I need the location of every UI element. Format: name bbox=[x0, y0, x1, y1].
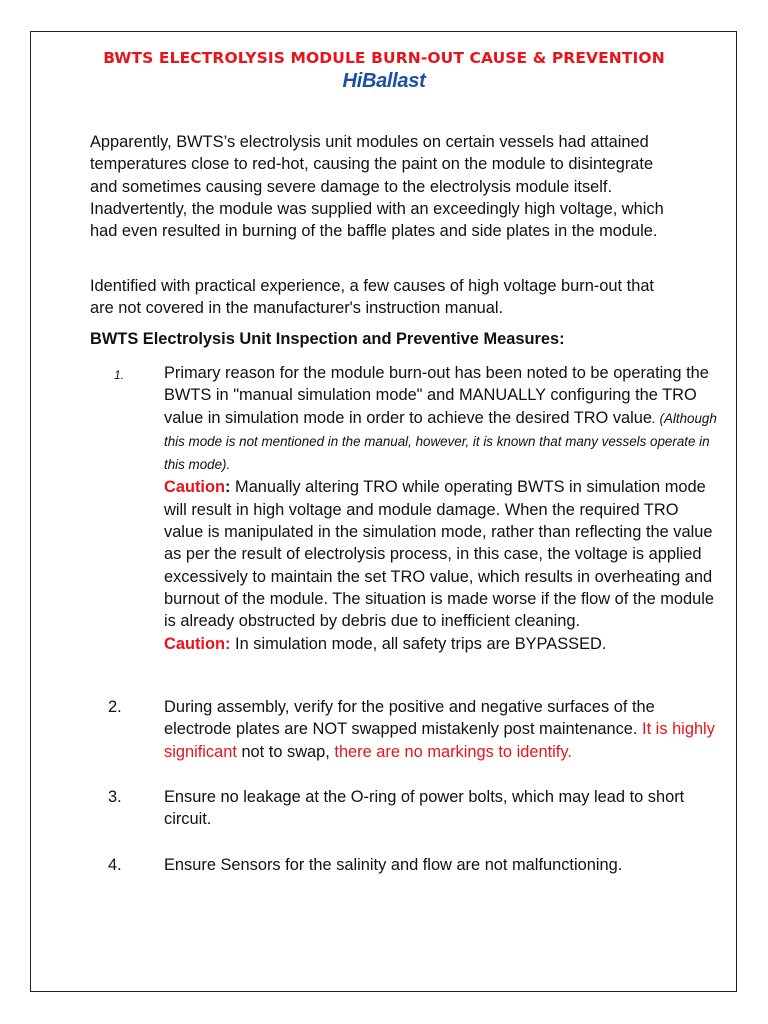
list-item bbox=[108, 362, 721, 655]
caution-colon: : bbox=[225, 478, 231, 497]
caution-text: Manually altering TRO while operating BWTS in simulation mode will result in high voltage and module damage. When the required TRO value is manipulated in the simulation mode, rather than reflecting the value as per the result of electrolysis process, in this case, the voltage is applied excessively to maintain the set TRO value, which results in overheating and burnout of the module. The situation is made worse if the flow of the module is already obstructed by debris due to inefficient cleaning. bbox=[164, 478, 715, 631]
list-item bbox=[108, 786, 721, 831]
list-item bbox=[108, 854, 721, 876]
item-text: Primary reason for the module burn-out has been noted to be operating the BWTS in "manual simulation mode" and MANUALLY configuring the TRO value in simulation mode in order to achieve the desired TRO value bbox=[164, 364, 709, 427]
list-item bbox=[108, 696, 721, 763]
list-number: 4. bbox=[108, 856, 122, 874]
item-text: Ensure no leakage at the O-ring of power bolts, which may lead to short circuit. bbox=[164, 788, 685, 829]
section-heading: BWTS Electrolysis Unit Inspection and Preventive Measures: bbox=[90, 330, 565, 348]
intro-paragraph: Apparently, BWTS’s electrolysis unit modules on certain vessels had attained temperatures close to red-hot, causing the paint on the module to disintegrate and sometimes causing severe damage to the electrolysis module itself. Inadvertently, the module was supplied with an exceedingly high voltage, which had even resulted in burning of the baffle plates and side plates in the module. bbox=[90, 133, 664, 241]
item-note: . (Although this mode is not mentioned in the manual, however, it is known that many vessels operate in this mode). bbox=[164, 410, 717, 473]
item-text: During assembly, verify for the positive and negative surfaces of the electrode plates are NOT swapped mistakenly post maintenance. bbox=[164, 698, 655, 739]
logo-text: HiBallast bbox=[342, 70, 426, 92]
list-number: 2. bbox=[108, 698, 122, 716]
context-paragraph: Identified with practical experience, a few causes of high voltage burn-out that are not covered in the manufacturer's instruction manual. bbox=[90, 277, 654, 318]
hiballast-logo bbox=[0, 70, 768, 93]
document-title: BWTS ELECTROLYSIS MODULE BURN-OUT CAUSE & PREVENTION bbox=[103, 49, 665, 67]
item-text: not to swap, bbox=[236, 742, 335, 761]
caution-text: In simulation mode, all safety trips are BYPASSED. bbox=[230, 634, 607, 653]
item-text: Ensure Sensors for the salinity and flow are not malfunctioning. bbox=[164, 856, 623, 874]
caution-label: Caution: bbox=[164, 634, 231, 653]
list-number: 3. bbox=[108, 788, 122, 806]
list-number: 1. bbox=[114, 368, 125, 382]
highlight-text: It is highly significant bbox=[164, 720, 715, 761]
caution-label: Caution bbox=[164, 478, 226, 497]
highlight-text: there are no markings to identify. bbox=[334, 742, 572, 761]
